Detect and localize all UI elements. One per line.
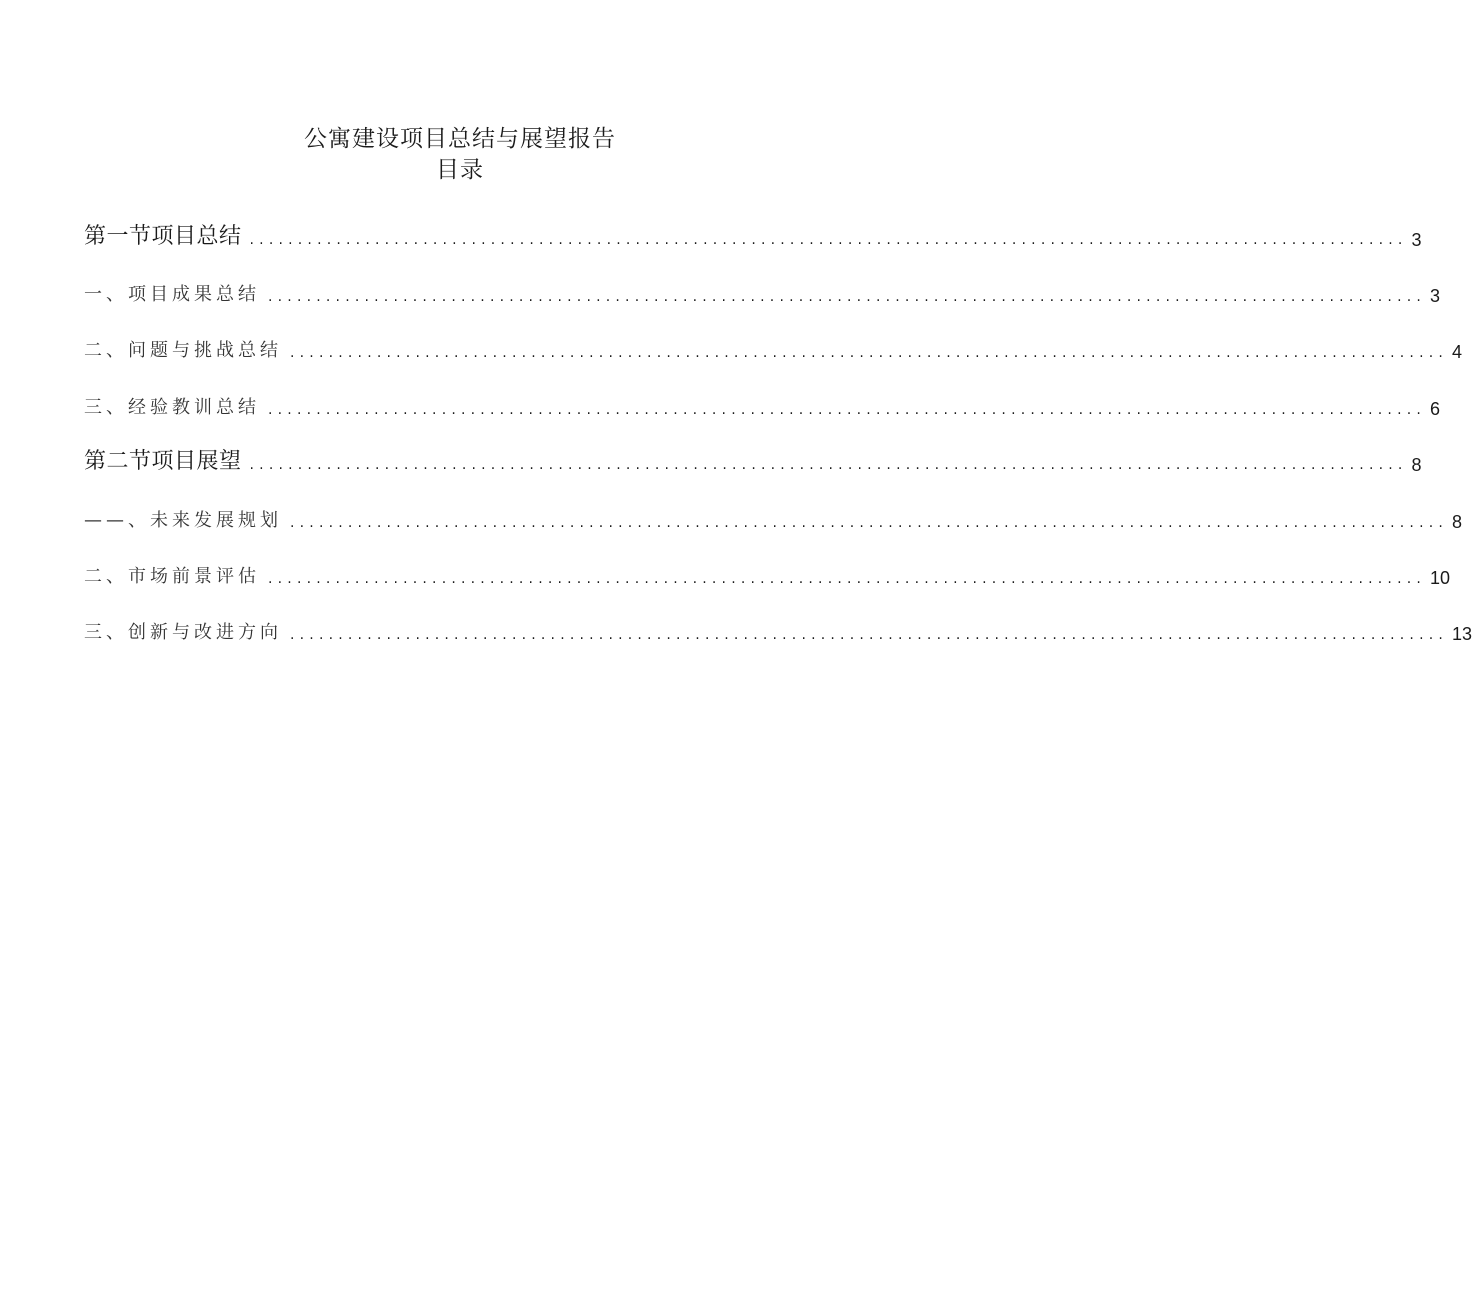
toc-entry-page: 8 bbox=[1411, 455, 1422, 475]
toc-entry-page: 13 bbox=[1452, 624, 1472, 644]
toc-entry-page: 3 bbox=[1411, 230, 1422, 250]
toc-leader-dots: ........................................................................................................................ bbox=[268, 402, 1427, 418]
toc-entry-label: ——、未来发展规划 bbox=[84, 510, 282, 531]
toc-entry-label: 二、市场前景评估 bbox=[84, 566, 260, 587]
toc-entry-page: 3 bbox=[1430, 286, 1441, 306]
toc-entry-page: 8 bbox=[1452, 512, 1463, 532]
toc-heading: 目录 bbox=[436, 157, 484, 183]
toc-leader-dots: ........................................................................................................................ bbox=[290, 515, 1449, 531]
toc-entry-page: 6 bbox=[1430, 399, 1441, 419]
toc-leader-dots: ........................................................................................................................ bbox=[249, 232, 1408, 248]
toc-entry-market-outlook[interactable] bbox=[84, 554, 1451, 590]
toc-entry-results[interactable] bbox=[84, 272, 1441, 308]
toc-leader-dots: ........................................................................................................................ bbox=[268, 289, 1427, 305]
toc-leader-dots: ........................................................................................................................ bbox=[290, 345, 1449, 361]
toc-entry-challenges[interactable] bbox=[84, 328, 1463, 364]
toc-entry-label: 一、项目成果总结 bbox=[84, 284, 260, 305]
toc-entry-section-2[interactable] bbox=[84, 441, 1422, 477]
document-title: 公寓建设项目总结与展望报告 bbox=[304, 126, 616, 152]
toc-leader-dots: ........................................................................................................................ bbox=[290, 627, 1449, 643]
toc-leader-dots: ........................................................................................................................ bbox=[268, 571, 1427, 587]
toc-leader-dots: ........................................................................................................................ bbox=[249, 457, 1408, 473]
toc-entry-future-plan[interactable] bbox=[84, 498, 1463, 534]
toc-entry-page: 4 bbox=[1452, 342, 1463, 362]
toc-entry-page: 10 bbox=[1430, 568, 1451, 588]
toc-entry-label: 二、问题与挑战总结 bbox=[84, 340, 282, 361]
toc-entry-lessons[interactable] bbox=[84, 385, 1441, 421]
toc-entry-label: 三、经验教训总结 bbox=[84, 397, 260, 418]
toc-entry-label: 第二节项目展望 bbox=[84, 449, 242, 474]
toc-entry-label: 三、创新与改进方向 bbox=[84, 622, 282, 643]
toc-entry-label: 第一节项目总结 bbox=[84, 224, 242, 249]
toc-entry-innovation[interactable] bbox=[84, 610, 1472, 646]
toc-entry-section-1[interactable] bbox=[84, 216, 1422, 252]
